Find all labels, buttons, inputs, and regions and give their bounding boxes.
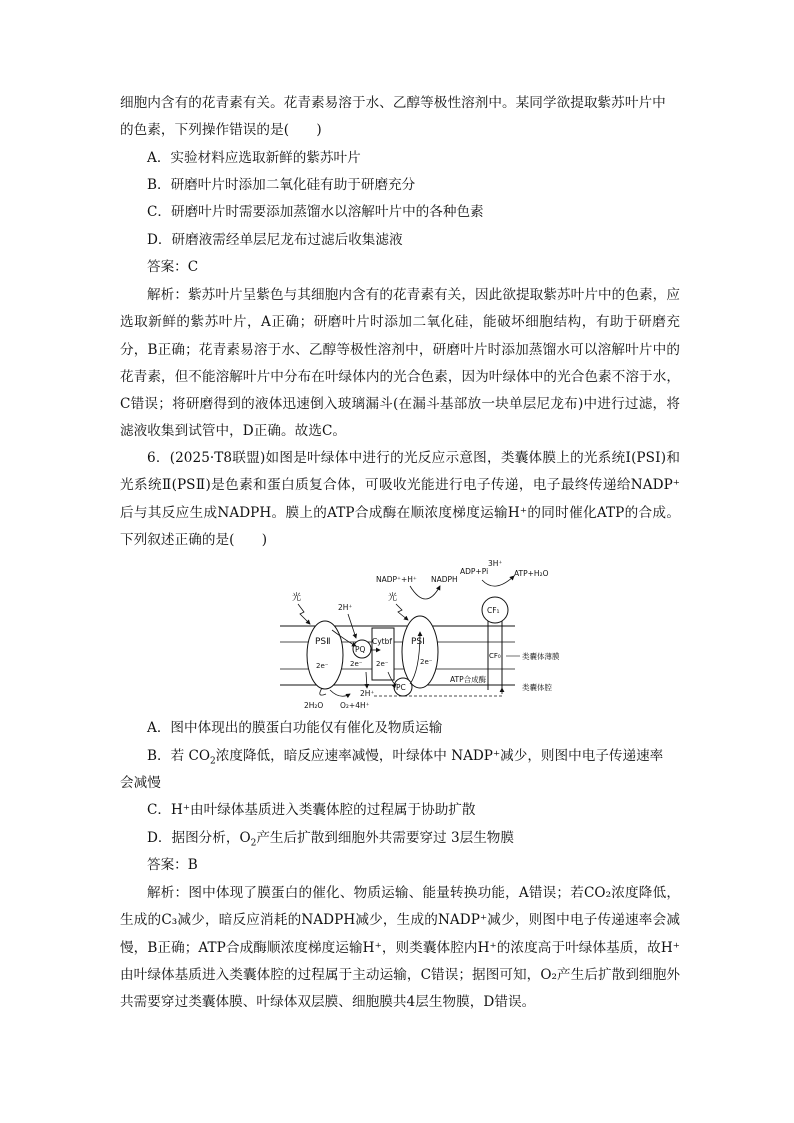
h-bottom-label: 2H⁺: [360, 689, 375, 698]
cytbf-complex: [372, 628, 394, 680]
q6-option-b-line2: 会减慢: [120, 775, 161, 791]
q5-option-c: C．研磨叶片时需要添加蒸馏水以溶解叶片中的各种色素: [147, 204, 484, 220]
light-label-2: 光: [388, 593, 398, 603]
atp-label: ATP+H₂O: [514, 569, 549, 578]
electron-label-1: 2e⁻: [316, 662, 329, 670]
q5-option-d: D．研磨液需经单层尼龙布过滤后收集滤液: [147, 232, 403, 248]
q6-analysis: 解析：图中体现了膜蛋白的催化、物质运输、能量转换功能，A错误；若CO₂浓度降低，生成的C₃减少，暗反应消耗的NADPH减少，生成的NADP⁺减少，则图中电子传递速率会减慢，B正确；ATP合成酶顺浓度梯度运输H⁺，则类囊体腔内H⁺的浓度高于叶绿体基质，故H⁺由叶绿体基质进入类囊体腔的过程属于主动运输，C错误；据图可知，O₂产生后扩散到细胞外共需要穿过类囊体膜、叶绿体双层膜、细胞膜共4层生物膜，D错误。: [120, 885, 680, 1011]
atp-synthase-label: ATP合成酶: [450, 675, 487, 684]
h-top-label: 2H⁺: [338, 603, 353, 612]
q6-source: (2025·T8联盟): [169, 450, 266, 466]
electron-label-3: 2e⁻: [376, 660, 389, 668]
pc-label: PC: [396, 683, 406, 692]
q6-stem-text: 如图是叶绿体中进行的光反应示意图，类囊体膜上的光系统Ⅰ(PSⅠ)和光系统Ⅱ(PSⅡ)是色素和蛋白质复合体，可吸收光能进行电子传递，电子最终传递给NADP⁺后与其反应生成NADPH。膜上的ATP合成酶在顺浓度梯度运输H⁺的同时催化ATP的合成。下列叙述正确的是( ): [120, 450, 681, 548]
pq-label: PQ: [355, 645, 366, 654]
q6-answer: 答案：B: [147, 857, 198, 873]
lumen-label: 类囊体腔: [522, 683, 552, 692]
cytbf-label: Cytbf: [372, 637, 393, 646]
psii-label: PSⅡ: [315, 637, 331, 647]
nadp-label: NADP⁺+H⁺: [376, 575, 417, 584]
cf1-label: CF₁: [487, 606, 500, 615]
q6-option-d: D．据图分析，$O_2$产生后扩散到细胞外共需要穿过 3层生物膜: [147, 830, 514, 849]
q6-number: 6．: [147, 450, 170, 466]
psi-complex: [402, 616, 438, 688]
q5-analysis: 解析：紫苏叶片呈紫色与其细胞内含有的花青素有关，因此欲提取紫苏叶片中的色素，应选取新鲜的紫苏叶片，A正确；研磨叶片时添加二氧化硅，能破坏细胞结构，有助于研磨充分，B正确；花青素易溶于水、乙醇等极性溶剂中，研磨叶片时添加蒸馏水可以溶解叶片中的花青素，但不能溶解叶片中分布在叶绿体内的光合色素，因为叶绿体中的光合色素不溶于水，C错误；将研磨得到的液体迅速倒入玻璃漏斗(在漏斗基部放一块单层尼龙布)中进行过滤，将滤液收集到试管中，D正确。故选C。: [120, 287, 680, 440]
q6-stem: [120, 445, 680, 554]
cf0-label: CF₀: [489, 652, 501, 660]
light-reaction-diagram: [270, 560, 590, 710]
electron-label-4: 2e⁻: [420, 658, 433, 666]
q6-option-a: A．图中体现出的膜蛋白功能仅有催化及物质运输: [147, 720, 443, 736]
nadph-label: NADPH: [431, 575, 458, 584]
electron-label-2: 2e⁻: [350, 660, 363, 668]
q6-option-c: C．H⁺由叶绿体基质进入类囊体腔的过程属于协助扩散: [147, 802, 476, 818]
psi-label: PSⅠ: [411, 637, 425, 647]
q5-option-a: A．实验材料应选取新鲜的紫苏叶片: [147, 150, 361, 166]
adp-label: ADP+Pi: [460, 567, 489, 576]
q5-stem-line2: 的色素，下列操作错误的是( ): [120, 122, 322, 138]
h3-label: 3H⁺: [488, 560, 503, 568]
q5-option-b: B．研磨叶片时添加二氧化硅有助于研磨充分: [147, 177, 416, 193]
psii-complex: [307, 621, 343, 689]
q5-answer: 答案：C: [147, 259, 199, 275]
q6-option-b: B．若 $CO_2$浓度降低，暗反应速率减慢，叶绿体中 NADP⁺减少，则图中电子传递速率: [147, 748, 664, 767]
light-label-1: 光: [292, 593, 302, 603]
water-label: 2H₂O: [304, 701, 324, 710]
membrane-label: 类囊体薄膜: [522, 652, 560, 661]
q5-stem-line1: 细胞内含有的花青素有关。花青素易溶于水、乙醇等极性溶剂中。某同学欲提取紫苏叶片中: [120, 95, 666, 111]
oxygen-label: O₂+4H⁺: [340, 701, 370, 710]
